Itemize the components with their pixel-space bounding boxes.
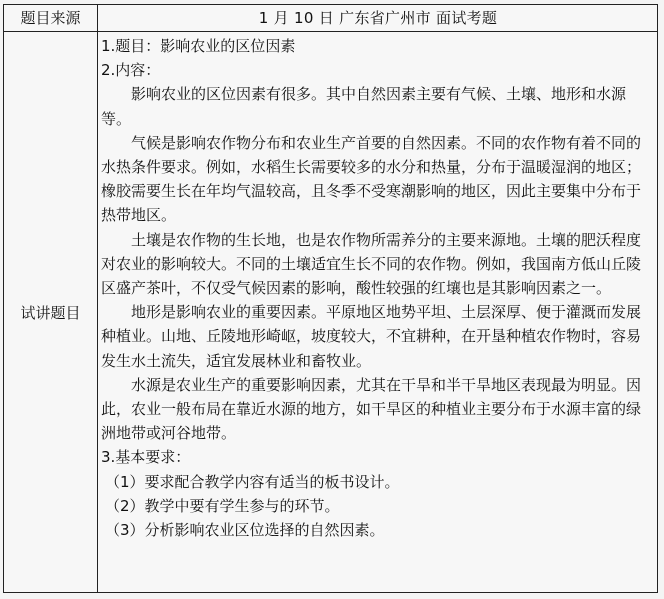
topic-line: 1.题目：影响农业的区位因素 (101, 37, 296, 55)
content-heading: 2.内容： (101, 61, 161, 80)
column-divider (97, 5, 98, 592)
topic-label-cell (4, 32, 97, 592)
source-title: 1 月 10 日 广东省广州市 面试考题 (258, 9, 498, 27)
paragraph-climate: 气候是影响农作物分布和农业生产首要的自然因素。不同的农作物有着不同的水热条件要求。例如，水稻生长需要较多的水分和热量，分布于温暖湿润的地区；橡胶需要生长在年均气温较高，且冬季不受寒潮影响的地区，因此主要集中分布于热带地区。 (101, 133, 642, 225)
requirement-item: （3）分析影响农业区位选择的自然因素。 (105, 521, 385, 540)
requirements-heading: 3.基本要求： (101, 448, 191, 467)
exam-topic-table (3, 4, 658, 593)
topic-content-cell (101, 34, 649, 592)
topic-label: 试讲题目 (20, 303, 81, 322)
requirement-item: （2）教学中要有学生参与的环节。 (105, 496, 340, 515)
source-label: 题目来源 (20, 9, 81, 27)
paragraph-water: 水源是农业生产的重要影响因素，尤其在干旱和半干旱地区表现最为明显。因此，农业一般布局在靠近水源的地方，如干旱区的种植业主要分布于水源丰富的绿洲地带或河谷地带。 (101, 375, 642, 443)
paragraph-intro: 影响农业的区位因素有很多。其中自然因素主要有气候、土壤、地形和水源等。 (101, 85, 627, 128)
requirement-item: （1）要求配合教学内容有适当的板书设计。 (105, 472, 400, 491)
table-header-row (4, 5, 657, 32)
paragraph-soil: 土壤是农作物的生长地，也是农作物所需养分的主要来源地。土壤的肥沃程度对农业的影响较大。不同的土壤适宜生长不同的农作物。例如，我国南方低山丘陵区盛产茶叶，不仅受气候因素的影响，酸性较强的红壤也是其影响因素之一。 (101, 230, 642, 298)
paragraph-terrain: 地形是影响农业的重要因素。平原地区地势平坦、土层深厚、便于灌溉而发展种植业。山地、丘陵地形崎岖，坡度较大，不宜耕种，在开垦种植农作物时，容易发生水土流失，适宜发展林业和畜牧业。 (101, 303, 642, 370)
